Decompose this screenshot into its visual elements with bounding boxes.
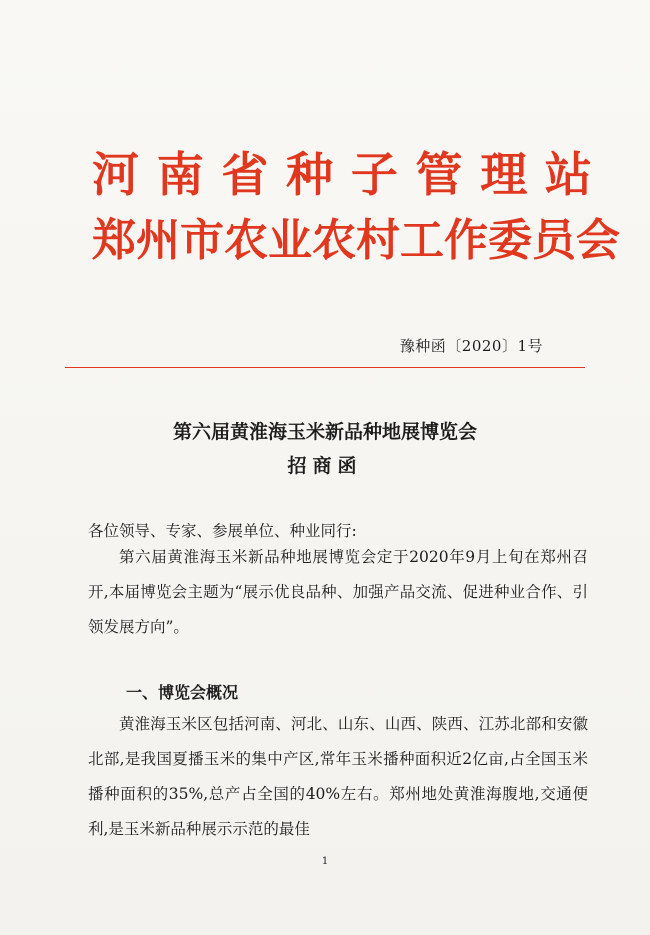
letterhead-char: 理 bbox=[480, 148, 528, 203]
letterhead-char: 农 bbox=[224, 215, 268, 266]
letterhead-char: 作 bbox=[444, 215, 488, 266]
letterhead-char: 工 bbox=[400, 215, 444, 266]
document-subtitle: 招商函 bbox=[287, 455, 363, 477]
letterhead-char: 省 bbox=[221, 148, 269, 203]
letterhead-char: 站 bbox=[544, 148, 592, 203]
letterhead-char: 管 bbox=[415, 148, 463, 203]
letterhead-line-1 bbox=[92, 148, 592, 203]
letterhead-char: 市 bbox=[180, 215, 224, 266]
letterhead-char: 子 bbox=[350, 148, 398, 203]
letterhead-char: 州 bbox=[136, 215, 180, 266]
letterhead-divider bbox=[65, 367, 585, 368]
document-number: 豫种函〔2020〕1号 bbox=[399, 337, 543, 355]
letterhead-char: 会 bbox=[576, 215, 620, 266]
letterhead-line-2 bbox=[92, 215, 620, 266]
greeting: 各位领导、专家、参展单位、种业同行: bbox=[88, 522, 357, 540]
page-number: 1 bbox=[321, 856, 329, 867]
letterhead-char: 郑 bbox=[92, 215, 136, 266]
section-paragraph: 黄淮海玉米区包括河南、河北、山东、山西、陕西、江苏北部和安徽北部,是我国夏播玉米的集中产区,常年玉米播种面积近2亿亩,占全国玉米播种面积的35%,总产占全国的40%左右。郑州地处黄淮海腹地,交通便利,是玉米新品种展示示范的最佳 bbox=[88, 715, 588, 838]
letterhead-char: 河 bbox=[92, 148, 139, 203]
letterhead-char: 员 bbox=[532, 215, 576, 266]
letterhead-char: 南 bbox=[156, 148, 204, 203]
document-title: 第六届黄淮海玉米新品种地展博览会 bbox=[172, 421, 477, 443]
section-heading: 一、博览会概况 bbox=[126, 683, 239, 702]
intro-paragraph: 第六届黄淮海玉米新品种地展博览会定于2020年9月上旬在郑州召开,本届博览会主题为“展示优良品种、加强产品交流、促进种业合作、引领发展方向”。 bbox=[88, 548, 588, 636]
letterhead-char: 委 bbox=[488, 215, 532, 266]
letterhead-char: 业 bbox=[268, 215, 312, 266]
letterhead-char: 农 bbox=[312, 215, 356, 266]
letterhead-char: 村 bbox=[356, 215, 400, 266]
letterhead-char: 种 bbox=[286, 148, 334, 203]
